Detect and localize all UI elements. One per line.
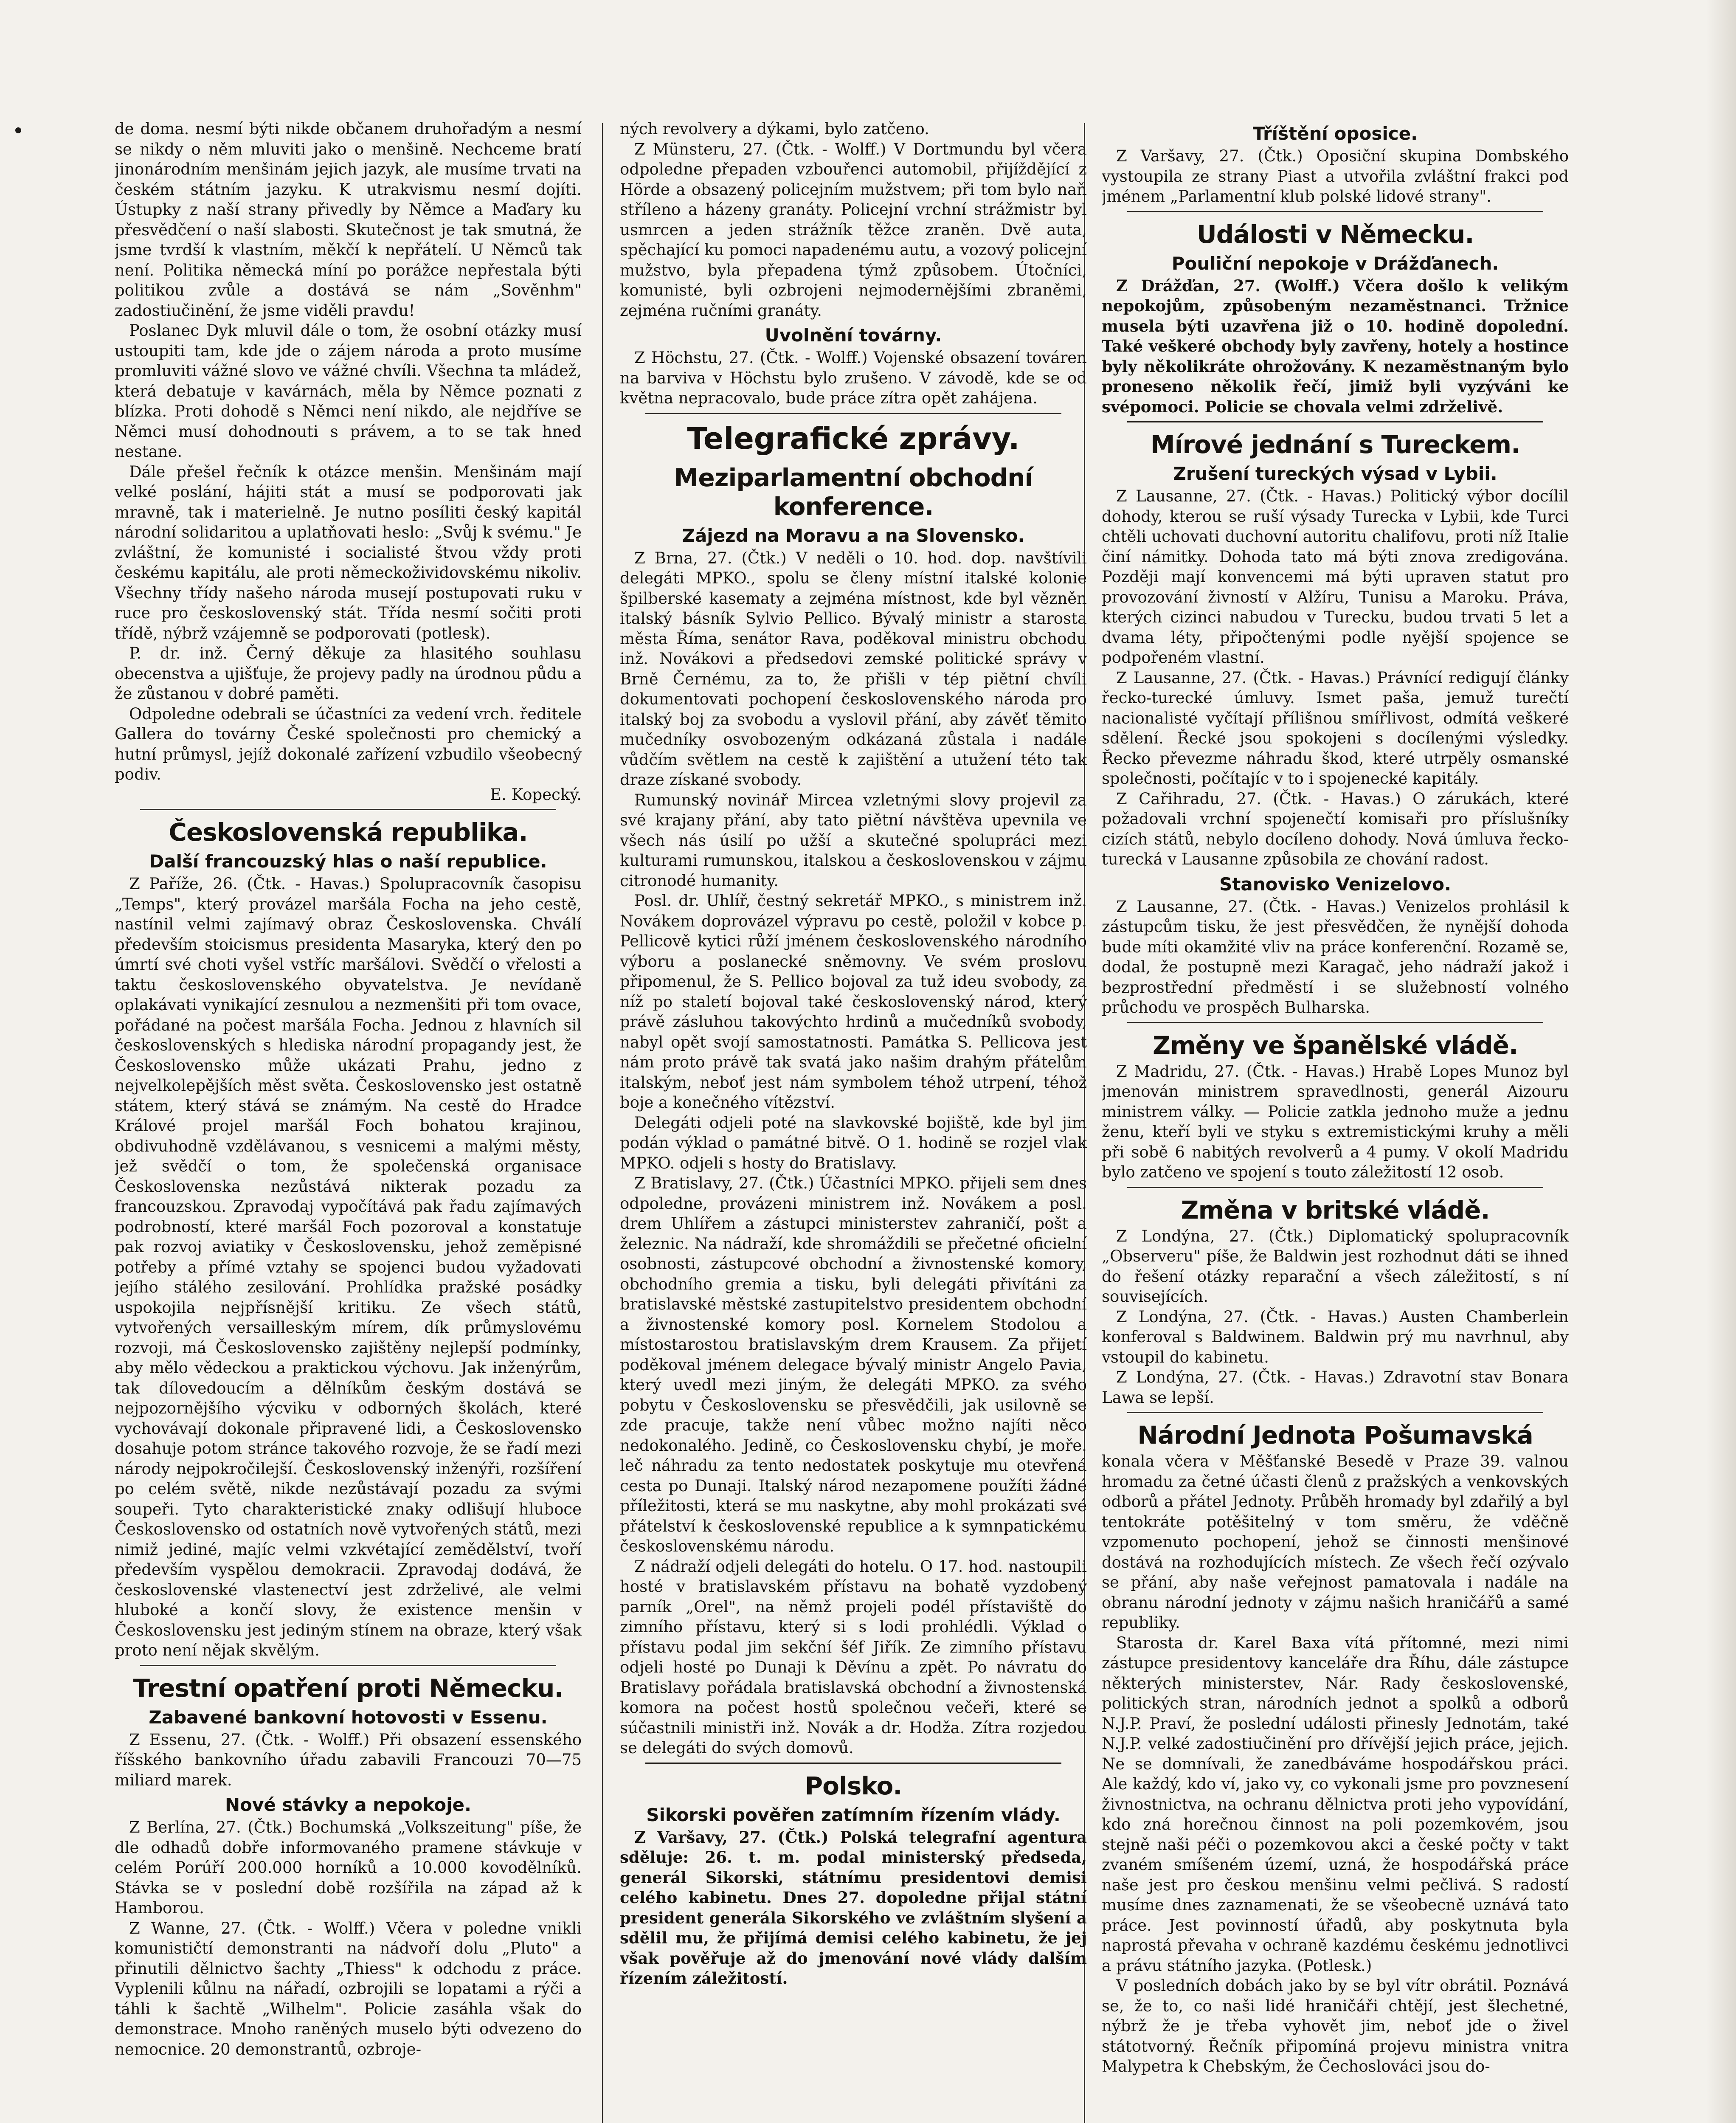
article-paragraph: Z Drážďan, 27. (Wolff.) Včera došlo k velikým nepokojům, způsobeným nezaměstnanci. Tržnice musela býti uzavřena již o 10. hodině dopolední. Také veškeré obchody byly zavřeny, hotely a hostince byly několikráte ohrožovány. K nezaměstnaným bylo proneseno několik řečí, jimiž byli vyzýváni ke svépomoci. Policie se chovala velmi zdrželivě.	[1102, 276, 1569, 416]
section-heading: Změny ve španělské vládě.	[1153, 1031, 1518, 1060]
article-paragraph: Z Madridu, 27. (Čtk. - Havas.) Hrabě Lopes Munoz byl jmenován ministrem spravedlnosti, generál Aizouru ministrem války. — Policie zatkla jednoho muže a jednu ženu, kteří byli ve styku s extremistickými kruhy a měli při sobě 6 nabitých revolverů a 4 pumy. V okolí Madridu bylo zatčeno ve spojení s touto záležitostí 12 osob.	[1102, 1062, 1569, 1181]
article-paragraph: Z Londýna, 27. (Čtk. - Havas.) Zdravotní stav Bonara Lawa se lepší.	[1102, 1368, 1569, 1407]
section-heading: Československá republika.	[169, 818, 528, 847]
article-paragraph: Z Lausanne, 27. (Čtk. - Havas.) Politický výbor docílil dohody, kterou se ruší výsady Turecka v Lybii, kde Turci chtěli uchovati duchovní autoritu chalifovu, proti níž Italie činí námitky. Dohoda tato má býti znova zredigována. Později mají konvencemi má býti upraven statut pro provozování živností v Alžíru, Tunisu a Maroku. Práva, kterých cizinci nabudou v Turecku, budou trvati 5 let a dvama léty, připočtenými podle nyější spojence se podpořeném vlastní.	[1102, 487, 1569, 667]
article-paragraph: Z Wanne, 27. (Čtk. - Wolff.) Včera v poledne vnikli komunističtí demonstranti na nádvoří dolu „Pluto" a přinutili dělnictvo šachty „Thiess" k odchodu z práce. Vyplenili kůlnu na nářadí, ozbrojili se lopatami a rýči a táhli k šachtě „Wilhelm". Policie zasáhla však do demonstrace. Mnoho raněných muselo býti odvezeno do nemocnice. 20 demonstrantů, ozbroje-	[115, 1919, 582, 2058]
section-divider	[140, 1665, 556, 1666]
section-divider	[645, 413, 1061, 414]
article-paragraph: Z Lausanne, 27. (Čtk. - Havas.) Právnící redigují články řecko-turecké úmluvy. Ismet paša, jemuž turečtí nacionalisté vyčítají přílišnou smířlivost, odmítá veškeré sdělení. Řecké jsou spokojeni s docílenými výsledky. Řecko převezme náhradu škod, které utrpěly osmanské společnosti, počítajíc v to i spojenecké kapitály.	[1102, 668, 1569, 788]
subheading: Tříštění oposice.	[1252, 123, 1418, 144]
section-divider	[1127, 1187, 1543, 1188]
article-paragraph: de doma. nesmí býti nikde občanem druhořadým a nesmí se nikdy o něm mluviti jako o menšině. Nechceme bratí jinonárodním menšinám jejich jazyk, ale musíme trvati na českém státním jazyku. K utrakvismu nesmí dojíti. Ústupky z naší strany přivedly by Němce a Maďary ku přesvědčení o naší slabosti. Skutečnost je tak smutná, že jsme tvrdší k vlastním, měkčí k nepřátelí. U Němců tak není. Politika německá míní po porážce nepřestala býti politikou zvůle a dostává se nám „Sověnhm" zadostiučinění, že jsme viděli pravdu!	[115, 120, 582, 320]
article-paragraph: Z Bratislavy, 27. (Čtk.) Účastníci MPKO. přijeli sem dnes odpoledne, provázeni ministrem inž. Novákem a posl. drem Uhlířem a zástupci ministerstev zahraničí, pošt a železnic. Na nádraží, kde shromáždili se přečetné oficielní osobnosti, zástupcové obchodní a živnostenské komory, obchodního gremia a tisku, byli delegáti přivítáni za bratislavské městské zastupitelstvo presidentem obchodní a živnostenské komory posl. Kornelem Stodolou a místostarostou bratislavským drem Krausem. Za přijetí poděkoval jménem delegace bývalý ministr Angelo Pavia, který uvedl mezi jiným, že delegáti MPKO. za svého pobytu v Československu se přesvědčili, jak usilovně se zde pracuje, takže není vůbec možno najíti něco nedokonalého. Jedině, co Československu chybí, je moře. leč náhradu za tento nedostatek poskytuje mu otevřená cesta po Dunaji. Italský národ nezapomene použíti žádné příležitosti, která se mu naskytne, aby mohl prokázati své přátelství k československé republice a k symnpatickému československému národu.	[620, 1174, 1087, 1555]
subheading: Nové stávky a nepokoje.	[225, 1794, 471, 1815]
article-paragraph: V posledních dobách jako by se byl vítr obrátil. Poznává se, že to, co naši lidé hraničáři chtějí, jest šlechetné, nýbrž že je třeba vyhovět jim, neboť jde o živel státotvorný. Řečník připomíná projevu ministra vnitra Malypetra k Chebským, že Čechoslováci jsou do-	[1102, 1977, 1569, 2075]
section-divider	[1127, 211, 1543, 212]
article-paragraph: Z Höchstu, 27. (Čtk. - Wolff.) Vojenské obsazení továren na barviva v Höchstu bylo zrušeno. V závodě, kde se od května nepracovalo, bude práce zítra opět zahájena.	[620, 349, 1087, 407]
column-rule	[602, 123, 603, 2123]
article-paragraph: Starosta dr. Karel Baxa vítá přítomné, mezi nimi zástupce presidentovy kanceláře dra Říhu, dále zástupce některých ministerstev, Nár. Rady československé, politických stran, národních jednot a spolků a odborů N.J.P. Praví, že poslední události přinesly Jednotám, také N.J.P. velké zadostiučinění pro dřívější jejich práce, jejich. Ne se domnívali, že zanedbáváme hospodářskou práci. Ale každý, kdo ví, jako vy, co vykonali jsme pro povznesení živnostnictva, na ochranu dělnictva proti jeho vypovídání, kdo zná horečnou činnost na poli pozemkovém, jsou stejně naši péči o pozemkovou akci a české počty v takt zvaném smíšeném území, uzná, že hospodářská práce naše jest pro českou menšinu velmi pečlivá. S radostí musíme dnes zaznamenati, že se všeobecně uznává tato práce. Jest povinností úřadů, aby poskytnuta byla naprostá převaha v ochraně kazdému českému jednotlivci a právu státního jazyka. (Potlesk.)	[1102, 1633, 1569, 1975]
article-paragraph: Posl. dr. Uhlíř, čestný sekretář MPKO., s ministrem inž. Novákem doprovázel výpravu po cestě, položil v kobce p. Pellicově kytici růží jménem československého národního výboru a poslanecké sněmovny. Ve svém proslovu připomenul, že S. Pellico bojoval za tuž ideu svobody, za níž po staletí bojoval také československý národ, který právě zásluhou takovýchto hrdinů a mučedníků svobody, nabyl opět svojí samostatnosti. Památka S. Pellicova jest nám proto právě tak svatá jako našim drahým přátelům italským, neboť jest nám symbolem téhož utrpení, téhož boje a konečného vítězství.	[620, 892, 1087, 1112]
article-paragraph: Odpoledne odebrali se účastníci za vedení vrch. ředitele Gallera do továrny České společnosti pro chemický a hutní průmysl, jejíž dokonalé zařízení vzbudilo všeobecný podiv.	[115, 704, 582, 783]
article-paragraph: Z Essenu, 27. (Čtk. - Wolff.) Při obsazení essenského říšského bankovního úřadu zabavili Francouzi 70—75 miliard marek.	[115, 1730, 582, 1789]
section-divider	[1127, 421, 1543, 422]
section-divider	[1127, 1022, 1543, 1023]
article-paragraph: Z Londýna, 27. (Čtk.) Diplomatický spolupracovník „Observeru" píše, že Baldwin jest rozhodnut dáti se ihned do řešení otázky reparační a všech záležitostí, s ní souvisejících.	[1102, 1227, 1569, 1306]
subheading: Pouliční nepokoje v Drážďanech.	[1171, 253, 1499, 274]
article-paragraph: Z Münsteru, 27. (Čtk. - Wolff.) V Dortmundu byl včera odpoledne přepaden vzbouřenci automobil, přijíždějící z Hörde a obsazený policejním mužstvem; při tom bylo naň stříleno a házeny granáty. Policejní vrchní strážmistr byl usmrcen a jeden strážník těžce zraněn. Dvě auta, spěchající ku pomoci napadenému autu, a vozový policejní mužstvo, byla přepadena týmž způsobem. Útočníci, komunisté, byli ozbrojeni nejmodernějšími zbraněmi, zejména ručními granáty.	[620, 140, 1087, 320]
hole-mark	[15, 127, 21, 133]
section-heading: Události v Německu.	[1196, 220, 1474, 249]
article-paragraph: Z Paříže, 26. (Čtk. - Havas.) Spolupracovník časopisu „Temps", který provázel maršála Focha na jeho cestě, nastínil velmi zajímavý obraz Československa. Chválí především stoicismus presidenta Masaryka, který den po úmrtí své choti vyšel vstříc maršálovi. Svědčí o vřelosti a taktu československého obyvatelstva. Je nevídaně oplakávati vynikající zesnulou a nezmenšiti při tom ovace, pořádané na počest maršála Focha. Jednou z hlavních sil československých s hlediska národní propagandy jest, že Československo může ukázati Prahu, jedno z nejvelkolepějších měst světa. Československo jest ostatně státem, který stává se známým. Na cestě do Hradce Králové projel maršál Foch bohatou krajinou, obdivuhodně vzdělávanou, s vesnicemi a malými městy, jež svědčí o tom, že společenská organisace Československa nezůstává nikterak pozadu za francouzskou. Zpravodaj vypočítává pak řadu zajímavých podrobností, které maršál Foch pozoroval a konstatuje pak rozvoj aviatiky v Československu, jehož zeměpisné potřeby a přímé vztahy se spojenci budou vyžadovati jejího stálého zesilování. Prohlídka pražské posádky uspokojila nejpřísnější kritiku. Ze všech států, vytvořených versailleským mírem, dík průmyslovému rozvoji, má Československo zajištěny nejlepší podmínky, aby mělo vědeckou a praktickou výchovu. Jak inženýrům, tak dílovedoucím a dělníkům českým dostává se nejpozornějšího výcviku v odborných školách, které vychovávají dokonale připravené lidi, a Československo dosahuje potom stránce takového rozvoje, že se řadí mezi národy nejpokročilejší. Československý inženýři, rozšíření po celém světě, nikde nezůstávají pozadu za svými soupeři. Tyto charakteristické znaky odlišují hluboce Československo od ostatních nově vytvořených států, mezi nimiž jediné, majíc velmi vzkvétající zemědělství, tvoří především vyspělou demokracii. Zpravodaj dodává, že československé vlastenectví jest zdrželivé, ale velmi hluboké a končí slovy, že existence menšin v Československu jest jediným stínem na obraze, který však proto není nějak skvělým.	[115, 875, 582, 1659]
article-paragraph: Z nádraží odjeli delegáti do hotelu. O 17. hod. nastoupili hosté v bratislavském přístavu na bohatě vyzdobený parník „Orel", na němž projeli podél přístaviště do zimního přístavu, který si s lodi prohlédli. Výklad o přístavu podal jim sekční šéf Jiřík. Ze zimního přístavu odjeli hosté po Dunaji k Děvínu a zpět. Po návratu do Bratislavy pořádala bratislavská obchodní a živnostenská komora na počest hostů společnou večeři, které se súčastnili ministři inž. Novák a dr. Hodža. Zítra rozjedou se delegáti do svých domovů.	[620, 1557, 1087, 1757]
article-paragraph: Z Varšavy, 27. (Čtk.) Polská telegrafní agentura sděluje: 26. t. m. podal ministerský předseda, generál Sikorski, státnímu presidentovi demisi celého kabinetu. Dnes 27. dopoledne přijal státní president generála Sikorského ve zvláštním slyšení a sdělil mu, že přijímá demisi celého kabinetu, že jej však pověřuje až do jmenování nové vlády dalším řízením záležitostí.	[620, 1827, 1087, 1988]
article-paragraph: ných revolvery a dýkami, bylo zatčeno.	[620, 120, 929, 138]
column-1	[115, 119, 582, 2123]
column-3	[1102, 119, 1569, 2123]
article-paragraph: Z Varšavy, 27. (Čtk.) Oposiční skupina Dombského vystoupila ze strany Piast a utvořila zvláštní frakci pod jménem „Parlamentní klub polské lidové strany".	[1102, 147, 1569, 206]
article-paragraph: Z Londýna, 27. (Čtk. - Havas.) Austen Chamberlein konferoval s Baldwinem. Baldwin prý mu navrhnul, aby vstoupil do kabinetu.	[1102, 1307, 1569, 1366]
subheading: Stanovisko Venizelovo.	[1219, 873, 1451, 895]
article-paragraph: Z Cařihradu, 27. (Čtk. - Havas.) O zárukách, které požadovali vrchní spojenečtí komisaři pro příslušníky cizích států, nebylo docíleno dohody. Nová úmluva řecko-turecká v Lausanne způsobila ze chování radost.	[1102, 789, 1569, 868]
article-paragraph: Z Brna, 27. (Čtk.) V neděli o 10. hod. dop. navštívili delegáti MPKO., spolu se členy místní italské kolonie špilberské kasematy a zejména místnost, kde byl vězněn italský básník Sylvio Pellico. Bývalý ministr a starosta města Říma, senátor Rava, poděkoval ministru obchodu inž. Novákovi a předsedovi zemské politické správy v Brně Černému, za to, že přišli v tép piětní chvíli dokumentovati pochopení československého národa pro italský boj za svobodu a vyslovil přání, aby závěť těmito mučedníky osvobozeným odkázaná zůstala i nadále vůdčím světlem na cestě k zajištění a utužení této tak draze získané svobody.	[620, 549, 1087, 789]
section-heading: Telegrafické zprávy.	[687, 421, 1020, 456]
article-paragraph: Rumunský novinář Mircea vzletnými slovy projevil za své krajany přání, aby tato piětní návštěva upevnila ve všech nás úsilí po užší a skutečné spolupráci mezi kulturami rumunskou, italskou a československou v zájmu citronodé humanity.	[620, 791, 1087, 890]
author-signature: E. Kopecký.	[490, 785, 582, 804]
article-paragraph: Dále přešel řečník k otázce menšin. Menšinám mají velké poslání, hájiti stát a musí se podporovati jak mravně, tak i materielně. Je nutno posíliti český kapitál národní solidaritou a uplatňovati heslo: „Svůj k svému." Je zvláštní, že komunisté i socialisté štvou vždy proti českému kapitálu, ale proti německožividovskému nikoliv. Všechny třídy našeho národa musejí postupovati ruku v ruce pro československý stát. Třída nesmí sočiti proti třídě, nýbrž vzájemně se podporovati (potlesk).	[115, 462, 582, 642]
subheading: Zájezd na Moravu a na Slovensko.	[682, 525, 1025, 546]
article-paragraph: Z Lausanne, 27. (Čtk. - Havas.) Venizelos prohlásil k zástupcům tisku, že jest přesvědčen, že nynější dohoda bude míti okamžité vliv na práce konferenční. Rozamě se, dodal, že postupně mezi Karagač, jeho nádraží jakož i bezprostřední předměstí i se služebností volného průchodu ve prospěch Bulharska.	[1102, 897, 1569, 1016]
subheading: Uvolnění továrny.	[765, 325, 942, 346]
section-divider	[1127, 1412, 1543, 1413]
article-paragraph: P. dr. inž. Černý děkuje za hlasitého souhlasu obecenstva a ujišťuje, že projevy padly na úrodnou půdu a že zůstanou v dobré paměti.	[115, 644, 582, 703]
section-divider	[645, 1763, 1061, 1764]
column-2	[620, 119, 1087, 2123]
page-edge	[1706, 0, 1736, 2123]
section-heading: Polsko.	[805, 1771, 902, 1800]
article-paragraph: Z Berlína, 27. (Čtk.) Bochumská „Volkszeitung" píše, že dle odhadů dobře informovaného pramene stávkuje v celém Porúří 200.000 horníků a 10.000 kovodělníků. Stávka se v poslední době rozšířila na západ až k Hamborou.	[115, 1818, 582, 1917]
subheading: Zabavené bankovní hotovosti v Essenu.	[149, 1706, 548, 1728]
section-heading: Národní Jednota Pošumavská	[1137, 1421, 1533, 1450]
section-heading: Změna v britské vládě.	[1181, 1195, 1490, 1225]
subheading: Zrušení tureckých výsad v Lybii.	[1173, 463, 1497, 484]
subheading: Další francouzský hlas o naší republice.	[149, 851, 547, 872]
section-heading: Meziparlamentní obchodní konference.	[674, 463, 1033, 521]
section-heading: Trestní opatření proti Německu.	[133, 1673, 563, 1703]
section-heading: Mírové jednání s Tureckem.	[1150, 430, 1520, 459]
subheading: Sikorski pověřen zatímním řízením vlády.	[646, 1804, 1061, 1825]
article-paragraph: Delegáti odjeli poté na slavkovské bojiště, kde byl jim podán výklad o památné bitvě. O 1. hodině se rozjel vlak MPKO. odjeli s hosty do Bratislavy.	[620, 1113, 1087, 1172]
article-paragraph: konala včera v Měšťanské Besedě v Praze 39. valnou hromadu za četné účasti členů z pražských a venkovských odborů a přátel Jednoty. Průběh hromady byl zdařilý a byl tentokráte potěšitelný v tom směru, že vděčně vzpomenuto pochopení, jehož se činnosti menšinové dostává na rozhodujících místech. Ze všech řečí ozývalo se přání, aby naše veřejnost pamatovala i nadále na obranu národní jednoty v zájmu našich hraničářů a samé republiky.	[1102, 1452, 1569, 1632]
section-divider	[140, 809, 556, 810]
article-paragraph: Poslanec Dyk mluvil dále o tom, že osobní otázky musí ustoupiti tam, kde jde o zájem národa a proto musíme promluviti vážné slovo ve vážné chvíli. Všechna ta mládež, která debatuje v kavárnách, měla by Němce poznati z blízka. Proti dohodě s Němci není nikdo, ale nejdříve se Němci musí dohodnouti s právem, a to se tak hned nestane.	[115, 321, 582, 461]
